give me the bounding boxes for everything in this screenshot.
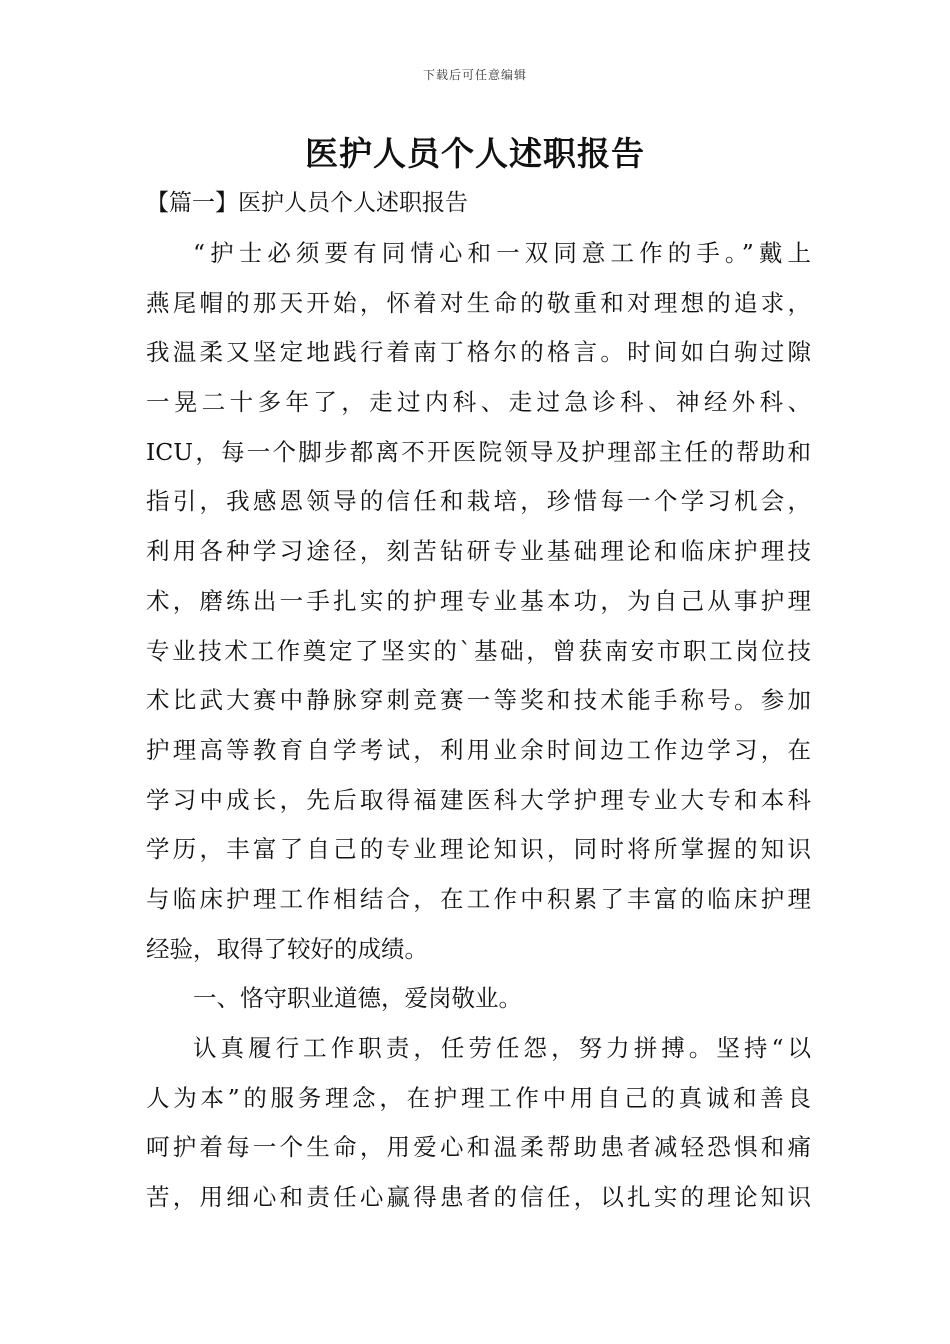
paragraph-line: 学习中成长，先后取得福建医科大学护理专业大专和本科 xyxy=(146,785,811,814)
section-heading: 【篇一】医护人员个人述职报告 xyxy=(146,190,468,216)
paragraph-line: 与临床护理工作相结合，在工作中积累了丰富的临床护理 xyxy=(146,884,811,913)
paragraph-line: 人为本”的服务理念，在护理工作中用自己的真诚和善良 xyxy=(146,1083,811,1112)
subsection-heading: 一、恪守职业道德，爱岗敬业。 xyxy=(193,984,522,1013)
paragraph-line: 护理高等教育自学考试，利用业余时间边工作边学习，在 xyxy=(146,735,811,764)
header-note: 下载后可任意编辑 xyxy=(422,68,527,82)
paragraph-line: 学历，丰富了自己的专业理论知识，同时将所掌握的知识 xyxy=(146,835,811,864)
paragraph-line: 呵护着每一个生命，用爱心和温柔帮助患者减轻恐惧和痛 xyxy=(146,1133,811,1162)
paragraph-line: 专业技术工作奠定了坚实的`基础，曾获南安市职工岗位技 xyxy=(146,636,811,665)
body-text xyxy=(146,229,811,1223)
paragraph-line: “护士必须要有同情心和一双同意工作的手。”戴上 xyxy=(193,239,811,267)
paragraph-line: 术，磨练出一手扎实的护理专业基本功，为自己从事护理 xyxy=(146,586,811,615)
paragraph-line: 利用各种学习途径，刻苦钻研专业基础理论和临床护理技 xyxy=(146,537,811,566)
paragraph-line: 我温柔又坚定地践行着南丁格尔的格言。时间如白驹过隙 xyxy=(146,338,811,367)
paragraph-line: 燕尾帽的那天开始，怀着对生命的敬重和对理想的追求， xyxy=(146,288,811,317)
paragraph-line: 一晃二十多年了，走过内科、走过急诊科、神经外科、 xyxy=(146,388,811,417)
paragraph-line: 经验，取得了较好的成绩。 xyxy=(146,934,428,963)
paragraph-line: 指引，我感恩领导的信任和栽培，珍惜每一个学习机会， xyxy=(146,487,811,516)
paragraph-line: ICU，每一个脚步都离不开医院领导及护理部主任的帮助和 xyxy=(146,437,811,466)
paragraph-line: 苦，用细心和责任心赢得患者的信任，以扎实的理论知识 xyxy=(146,1183,811,1212)
paragraph-line: 术比武大赛中静脉穿刺竞赛一等奖和技术能手称号。参加 xyxy=(146,686,811,715)
document-title: 医护人员个人述职报告 xyxy=(305,134,645,173)
paragraph-line: 认真履行工作职责，任劳任怨，努力拼搏。坚持“以 xyxy=(193,1034,811,1062)
